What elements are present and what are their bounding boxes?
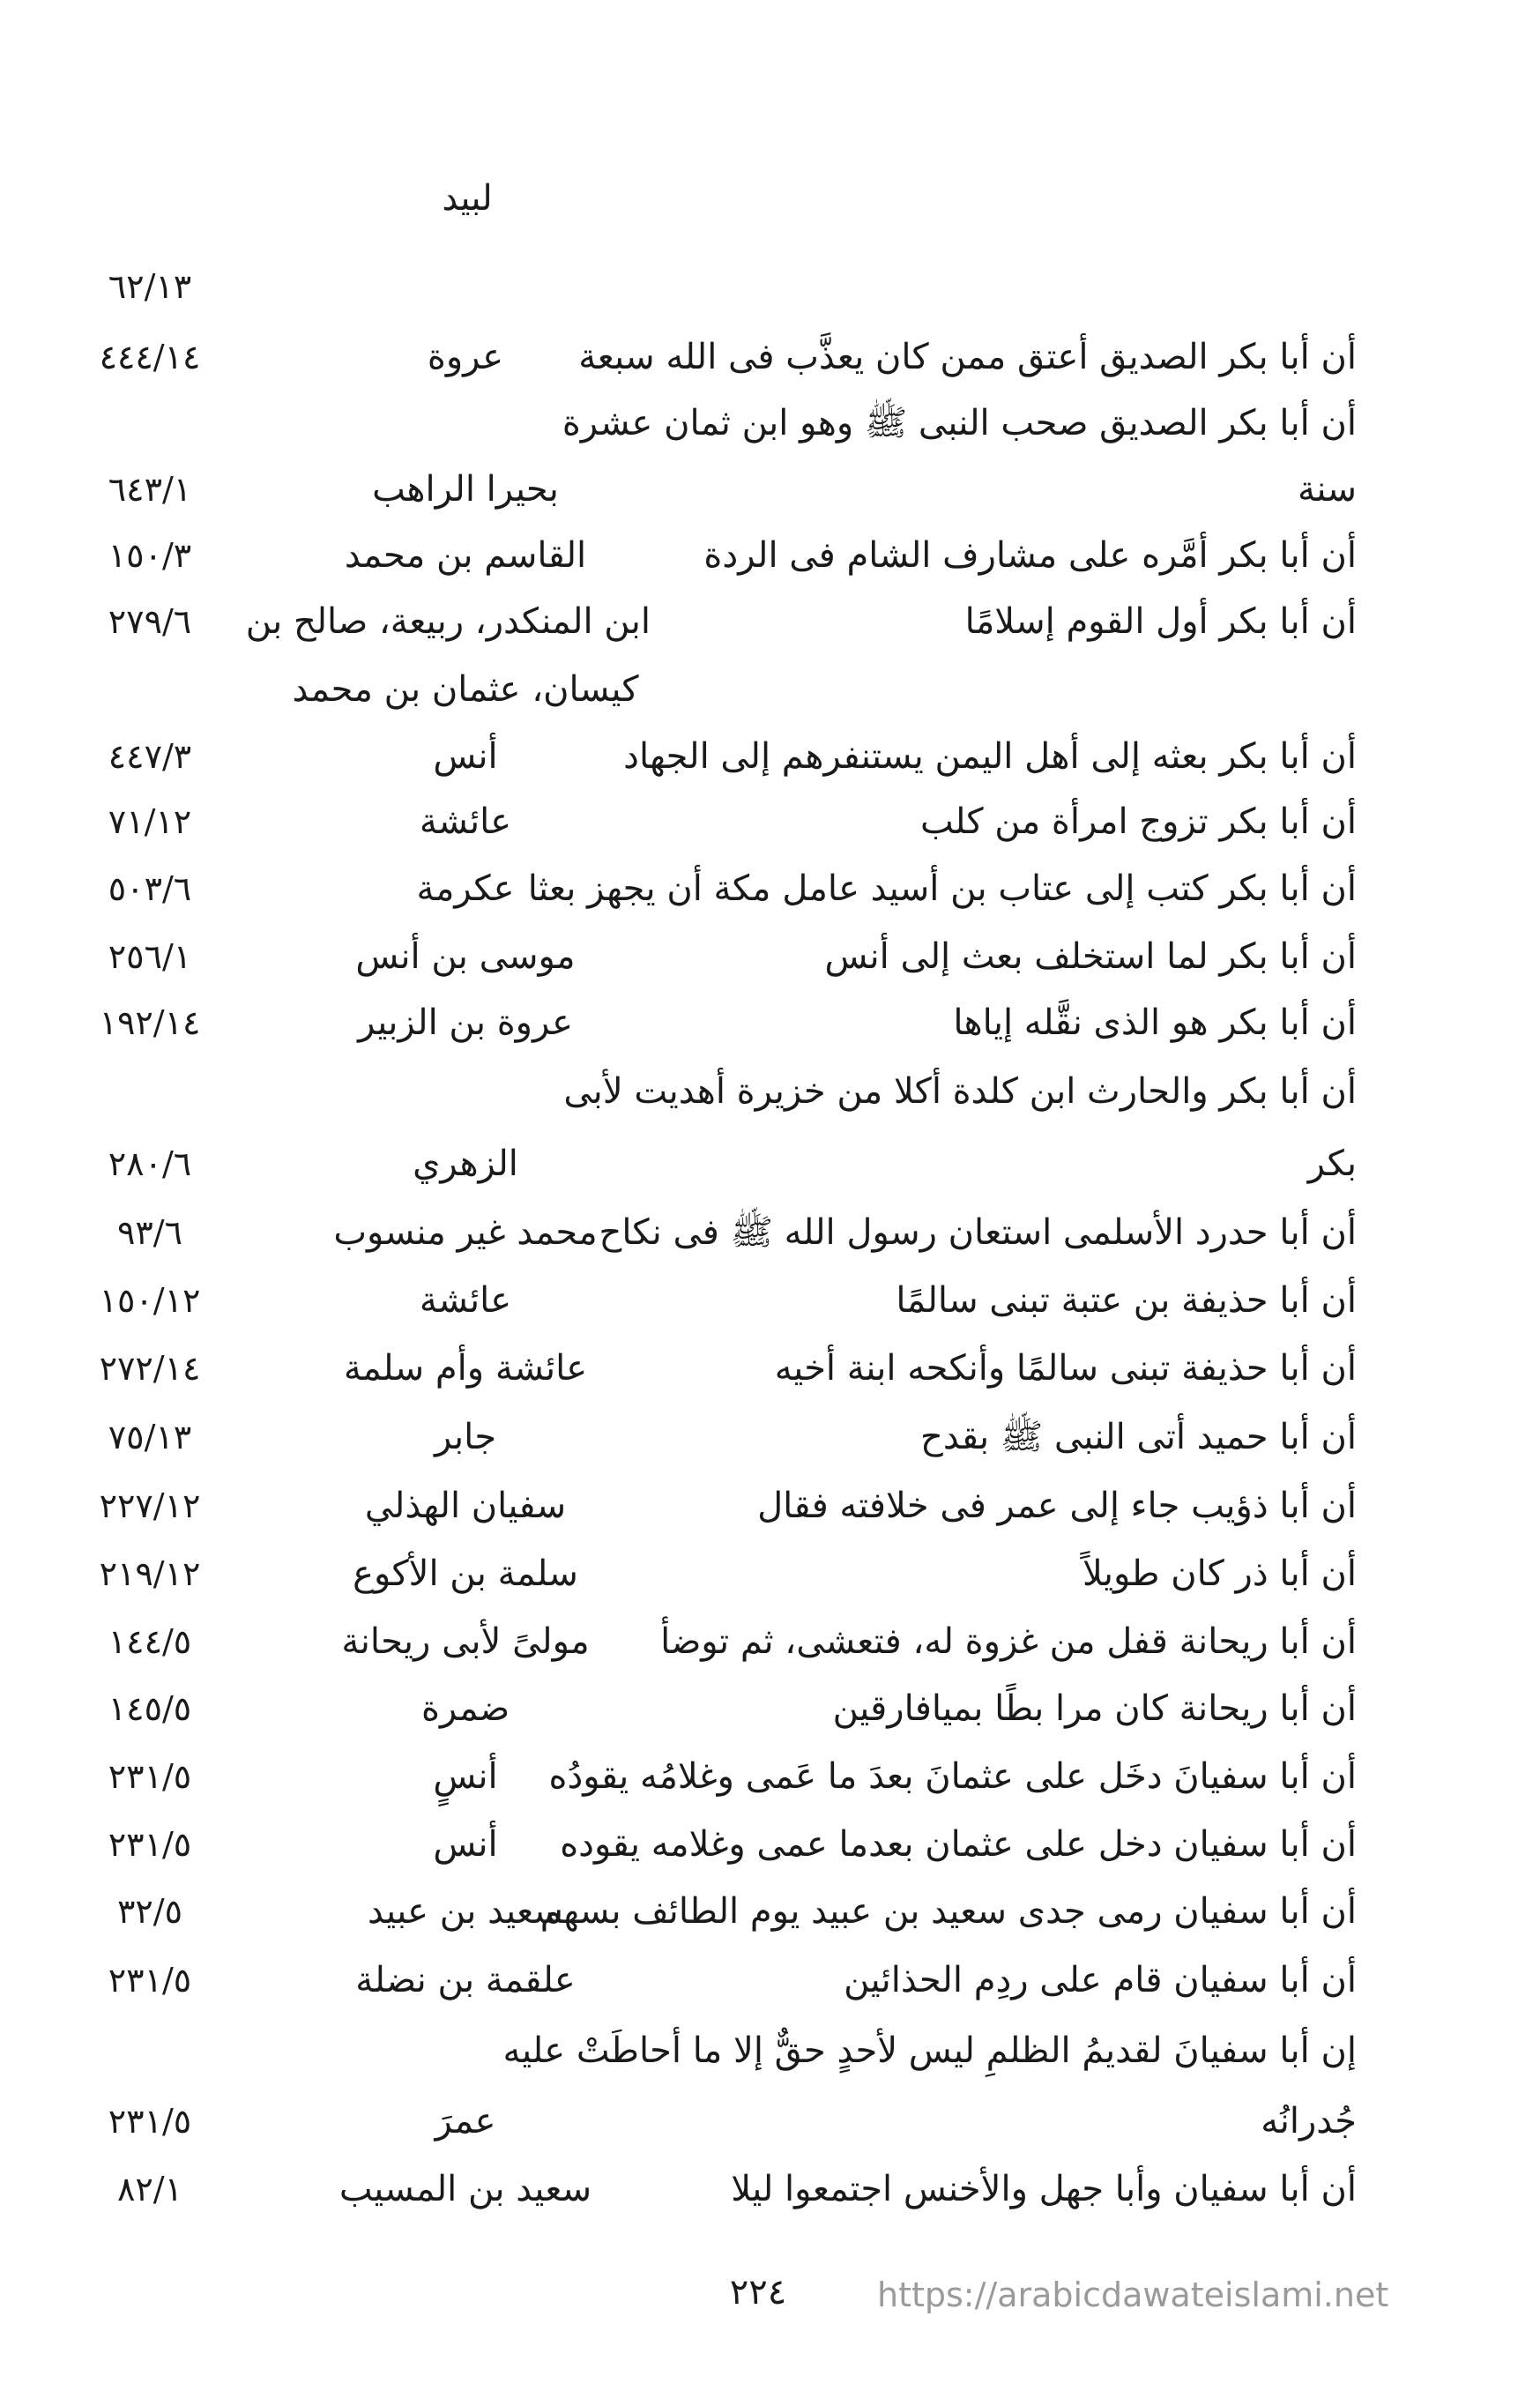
index-row: [0, 595, 1540, 662]
hadith-text: أن أبا ريحانة كان مرا بطًا بميافارقين: [832, 1688, 1357, 1729]
volume-page-ref: ٢٣١/٥: [108, 1757, 192, 1796]
hadith-text: أن أبا بكر كتب إلى عتاب بن أسيد عامل مكة أن يجهز بعثا: [527, 868, 1357, 909]
index-row: [0, 2024, 1540, 2091]
index-row: [0, 1342, 1540, 1409]
hadith-text: أن أبا بكر تزوج امرأة من كلب: [920, 801, 1357, 842]
narrator-name: كيسان، عثمان بن محمد: [292, 669, 639, 710]
index-row: [0, 463, 1540, 530]
index-row: [0, 795, 1540, 862]
hadith-text: أن أبا سفيان دخل على عثمان بعدما عمى وغلامه يقوده: [560, 1824, 1357, 1865]
volume-page-ref: ٩٣/٦: [116, 1213, 183, 1252]
index-row: [0, 2095, 1540, 2162]
index-row: [0, 1274, 1540, 1341]
volume-page-ref: ٢٣١/٥: [108, 1825, 192, 1864]
index-row: [0, 1885, 1540, 1952]
hadith-text: أن أبا ذر كان طويلاً: [1082, 1553, 1357, 1594]
hadith-text: أن أبا سفيانَ دخَل على عثمانَ بعدَ ما عَمى وغلامُه يقودُه: [548, 1756, 1357, 1797]
volume-page-ref: ٢٣١/٥: [108, 1961, 192, 2000]
volume-page-ref: ٢٣١/٥: [108, 2102, 192, 2141]
narrator-name: علقمة بن نضلة: [355, 1960, 576, 2000]
hadith-text: أن أبا سفيان رمى جدى سعيد بن عبيد يوم الطائف بسهم: [539, 1891, 1357, 1932]
hadith-text: أن أبا بكر أول القوم إسلامًا: [964, 601, 1357, 642]
volume-page-ref: ٦٤٣/١: [108, 470, 192, 509]
hadith-text: أن أبا ريحانة قفل من غزوة له، فتعشى، ثم توضأ: [660, 1621, 1357, 1662]
volume-page-ref: ١٤٤/٥: [108, 1622, 192, 1661]
index-row: [0, 1547, 1540, 1614]
volume-page-ref: ٢٨٠/٦: [108, 1144, 192, 1183]
narrator-name: أنس: [433, 1824, 498, 1865]
index-row: [0, 331, 1540, 398]
hadith-text: أن أبا بكر الصديق صحب النبى ﷺ وهو ابن ثمان عشرة: [562, 403, 1357, 443]
index-row: [0, 2163, 1540, 2230]
narrator-name: عائشة وأم سلمة: [343, 1348, 588, 1389]
volume-page-ref: ٢٥٦/١: [108, 937, 192, 976]
index-row: [0, 1137, 1540, 1204]
volume-page-ref: ١٤٥/٥: [108, 1689, 192, 1728]
index-row: [0, 1954, 1540, 2021]
narrator-name: أنسٍ: [433, 1756, 498, 1797]
index-row: [0, 862, 1540, 929]
volume-page-ref: ٤٤٧/٣: [108, 737, 192, 776]
index-row: [0, 930, 1540, 997]
hadith-text: سنة: [1297, 469, 1357, 510]
hadith-text: أن أبا بكر أمَّره على مشارف الشام فى الردة: [703, 535, 1357, 576]
volume-page-ref: ٧١/١٢: [108, 802, 192, 841]
section-header-name: لبيد: [442, 178, 493, 219]
hadith-text: أن أبا بكر هو الذى نقَّله إياها: [953, 1002, 1357, 1043]
hadith-text: أن أبا حذيفة بن عتبة تبنى سالمًا: [896, 1280, 1357, 1321]
index-row: [0, 1615, 1540, 1682]
page-number: ٢٢٤: [729, 2272, 787, 2313]
volume-page-ref: ٢٧٩/٦: [108, 602, 192, 641]
hadith-text: إن أبا سفيانَ لقديمُ الظلمِ ليس لأحدٍ حقٌّ إلا ما أحاطَتْ عليه: [502, 2030, 1357, 2071]
narrator-name: سلمة بن الأكوع: [353, 1553, 578, 1594]
index-row: [0, 663, 1540, 730]
narrator-name: عكرمة: [416, 868, 515, 909]
volume-page-ref: ٢٧٢/١٤: [99, 1349, 201, 1388]
narrator-name: سعيد بن المسيب: [339, 2169, 592, 2209]
hadith-text: جُدرانُه: [1261, 2101, 1357, 2142]
volume-page-ref: ١٥٠/١٢: [99, 1281, 201, 1320]
hadith-text: أن أبا حميد أتى النبى ﷺ بقدح: [920, 1417, 1357, 1457]
hadith-text: بكر: [1307, 1143, 1357, 1184]
hadith-text: أن أبا حذيفة تبنى سالمًا وأنكحه ابنة أخيه: [774, 1348, 1357, 1389]
narrator-name: سعيد بن عبيد: [368, 1891, 563, 1932]
index-row: [0, 730, 1540, 797]
index-row: [0, 1818, 1540, 1885]
volume-page-ref: ٢١٩/١٢: [99, 1554, 201, 1593]
hadith-text: أن أبا ذؤيب جاء إلى عمر فى خلافته فقال: [757, 1486, 1357, 1526]
narrator-name: القاسم بن محمد: [344, 535, 587, 576]
volume-page-ref: ٦٢/١٣: [108, 267, 192, 306]
narrator-name: جابر: [434, 1417, 497, 1457]
hadith-text: أن أبا بكر والحارث ابن كلدة أكلا من خزيرة أهديت لأبى: [563, 1071, 1357, 1112]
narrator-name: ضمرة: [420, 1688, 510, 1729]
hadith-text: أن أبا بكر لما استخلف بعث إلى أنس: [824, 936, 1357, 977]
narrator-name: أنس: [433, 736, 498, 777]
index-row: [0, 260, 1540, 327]
volume-page-ref: ٣٢/٥: [116, 1892, 183, 1931]
hadith-text: أن أبا بكر الصديق أعتق ممن كان يعذَّب فى الله سبعة: [578, 337, 1357, 377]
watermark[interactable]: [877, 2273, 1389, 2317]
hadith-text: أن أبا سفيان وأبا جهل والأخنس اجتمعوا ليلا: [731, 2169, 1357, 2209]
hadith-text: أن أبا بكر بعثه إلى أهل اليمن يستنفرهم إلى الجهاد: [623, 736, 1357, 777]
volume-page-ref: ٤٤٤/١٤: [99, 338, 201, 376]
narrator-name: عروة بن الزبير: [358, 1002, 573, 1043]
narrator-name: مولىً لأبى ريحانة: [341, 1621, 590, 1662]
index-row: [0, 1479, 1540, 1546]
volume-page-ref: ١٩٢/١٤: [99, 1003, 201, 1042]
hadith-text: أن أبا سفيان قام على ردِم الحذائين: [844, 1960, 1357, 2000]
index-row: [0, 1206, 1540, 1273]
narrator-name: محمد غير منسوب: [333, 1212, 598, 1253]
watermark-link[interactable]: https://arabicdawateislami.net: [877, 2276, 1389, 2314]
volume-page-ref: ٧٥/١٣: [108, 1418, 192, 1456]
narrator-name: عائشة: [419, 1280, 512, 1321]
narrator-name: الزهري: [413, 1143, 518, 1184]
volume-page-ref: ٥٠٣/٦: [108, 869, 192, 908]
narrator-name: عمرَ: [435, 2101, 496, 2142]
hadith-text: أن أبا حدرد الأسلمى استعان رسول الله ﷺ فى نكاح: [599, 1212, 1357, 1253]
narrator-name: ابن المنكدر، ربيعة، صالح بن: [245, 601, 651, 642]
narrator-name: عروة: [427, 337, 504, 377]
index-row: [0, 1682, 1540, 1749]
index-row: [0, 996, 1540, 1063]
narrator-name: بحيرا الراهب: [372, 469, 559, 510]
index-row: [0, 1065, 1540, 1132]
index-row: [0, 1750, 1540, 1817]
volume-page-ref: ٢٢٧/١٢: [99, 1486, 201, 1525]
narrator-name: موسى بن أنس: [355, 936, 576, 977]
index-row: [0, 1411, 1540, 1478]
narrator-name: سفيان الهذلي: [364, 1486, 567, 1526]
narrator-name: عائشة: [419, 801, 512, 842]
index-row: [0, 529, 1540, 596]
index-row: [0, 397, 1540, 464]
volume-page-ref: ٨٢/١: [116, 2170, 183, 2209]
volume-page-ref: ١٥٠/٣: [108, 536, 192, 575]
